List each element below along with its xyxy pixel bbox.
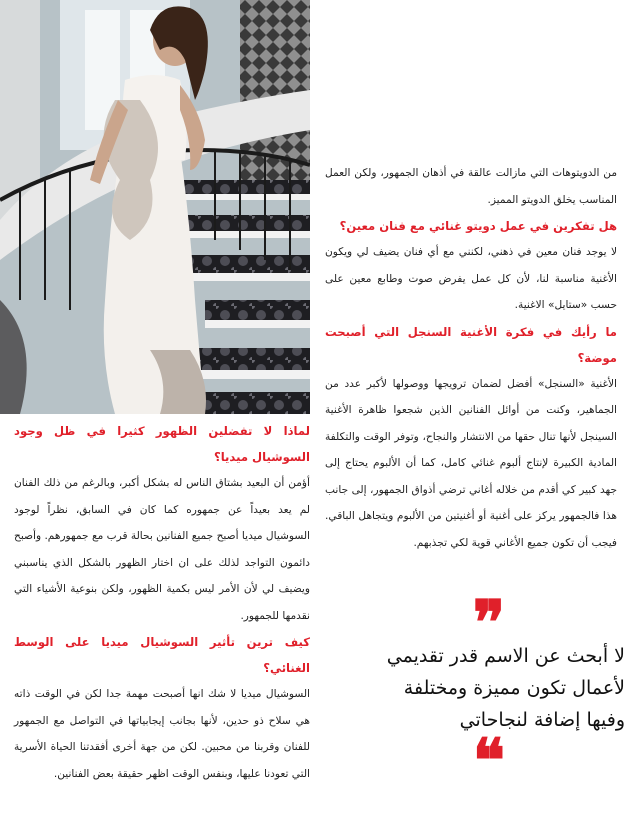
body-paragraph: أؤمن أن البعيد بشتاق الناس له بشكل أكبر، وبالرغم من ذلك الفنان لم يعد بعيداً عن جمهوره كما كان في السابق، نظراً لوجود السوشيال ميديا أصبح جميع الفنانين بحالة قرب مع جمهورهم. وأصبح دائمون التواجد لذلك على ان اختار الظهور بالشكل الذي يناسبني ويضيف لي لأن الأمر ليس بكمية الظهور، ولكن بنوعية الأشياء التي نقدمها للجمهور. (13, 477, 310, 622)
pull-quote-line: لأعمال تكون مميزة ومختلفة (403, 677, 625, 699)
left-article-column (14, 418, 310, 787)
staircase-photo-illustration (0, 0, 310, 414)
pull-quote-line: لا أبحث عن الاسم قدر تقديمي (386, 645, 625, 667)
pull-quote (325, 588, 625, 796)
interview-question: ما رأيك في فكرة الأغنية السنجل التي أصبحت موضة؟ (325, 324, 617, 365)
interview-question: هل تفكرين في عمل دويتو غنائي مع فنان معين؟ (339, 219, 617, 233)
open-quote-icon: ❞ (472, 588, 505, 658)
close-quote-icon: ❝ (472, 726, 505, 796)
interview-question: كيف ترين تأثير السوشيال ميديا على الوسط الغنائي؟ (14, 635, 310, 675)
feature-photo (0, 0, 310, 414)
body-paragraph: من الدويتوهات التي مازالت عالقة في أذهان الجمهور، ولكن العمل المناسب يخلق الدويتو المميز. (325, 167, 617, 206)
body-paragraph: السوشيال ميديا لا شك انها أصبحت مهمة جدا لكن في الوقت ذاته هي سلاح ذو حدين، لأنها بجانب إيجابياتها في التواصل مع الجمهور للفنان وقربنا من محبين. لكن من جهة أخرى أفقدتنا الحياة الأسرية التي تعودنا عليها، وبنفس الوقت اظهر حقيقة بعض الفنانين. (14, 688, 310, 780)
body-paragraph: لا يوجد فنان معين في ذهني، لكنني مع أي فنان يضيف لي ويكون الأغنية مناسبة لنا، لأن كل عمل يفرض صوت وطابع معين على حسب «ستايل» الاغنية. (325, 246, 617, 311)
right-article-column (325, 160, 617, 556)
interview-question: لماذا لا تفضلين الظهور كثيرا في ظل وجود السوشيال ميديا؟ (14, 424, 310, 464)
body-paragraph: الأغنية «السنجل» أفضل لضمان ترويجها ووصولها لأكبر عدد من الجماهير، وكنت من أوائل الفنانين الذين شجعوا ظاهرة الأغنية السينجل لأنها تنال حقها من الانتشار والنجاح، وتوفر الوقت والتكلفة المادية الكبيرة لإنتاج ألبوم غنائي كامل، كما أن الألبوم يحتاج إلى جهد كبير كي أقدم من خلاله أغاني ترضي أذواق الجمهور، إلى جانب هذا فالجمهور يركز على أغنية أو أغنيتين من الألبوم ويتجاهل الباقي. فيجب أن تكون جميع الأغاني قوية لكي تجذبهم. (325, 377, 617, 549)
pull-quote-line: وفيها إضافة لنجاحاتي (459, 709, 625, 731)
